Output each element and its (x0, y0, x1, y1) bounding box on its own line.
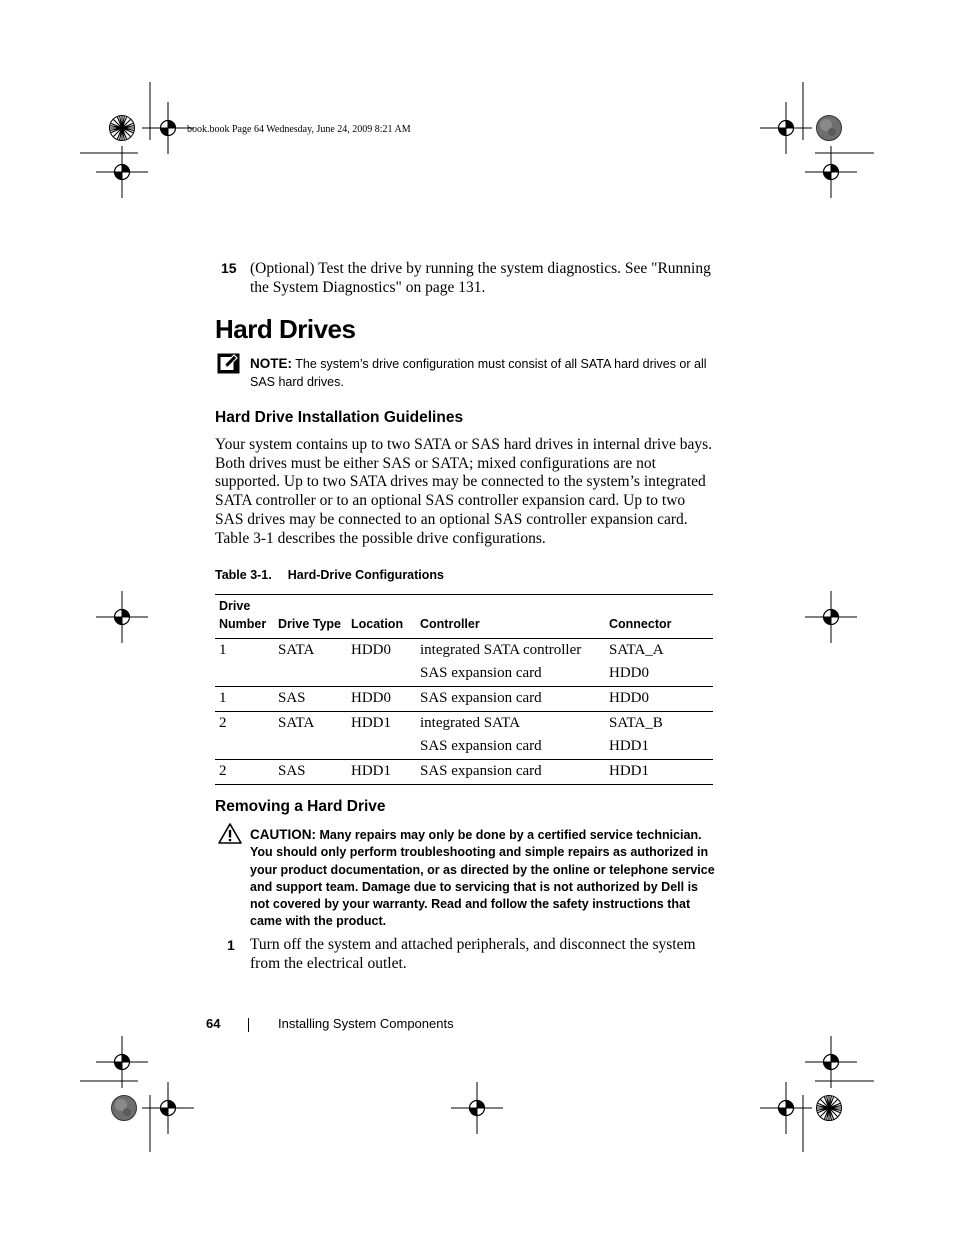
col-header-drive-type: Drive Type (274, 595, 347, 639)
cell-controller: integrated SATA (420, 715, 521, 731)
note-text: The system’s drive configuration must consist of all SATA hard drives or all SAS hard drives. (250, 357, 707, 389)
body-paragraph: Your system contains up to two SATA or SAS hard drives in internal drive bays. Both drives must be either SAS or SATA; mixed configurations are not supported. Up to two SATA drives may be connected to the system’s integrated SATA controller or to an optional SAS controller expansion card. Up to two SAS drives may be connected to an optional SAS controller expansion card. Table 3-1 describes the possible drive configurations. (215, 436, 713, 547)
table-row (215, 733, 713, 760)
cell-connector: HDD0 (605, 687, 713, 712)
cell-drive: 2 (215, 760, 274, 785)
table-caption (215, 568, 444, 582)
col-header-connector: Connector (605, 595, 713, 639)
cell-connector: HDD0 (605, 660, 713, 687)
table-row (215, 712, 713, 734)
cell-controller: SAS expansion card (416, 760, 605, 785)
table-caption-title: Hard-Drive Configurations (287, 568, 444, 582)
caution-label: CAUTION: (250, 827, 316, 842)
note-block (250, 355, 720, 391)
cell-drive: 1 (219, 642, 227, 658)
caution-block (250, 826, 720, 931)
cell-location: HDD0 (351, 642, 391, 658)
cell-controller: SAS expansion card (416, 733, 605, 760)
footer-separator (248, 1018, 249, 1032)
cell-connector: SATA_A (609, 642, 664, 658)
caution-triangle-icon (218, 823, 242, 844)
col-header-location: Location (347, 595, 416, 639)
cell-location: HDD0 (347, 687, 416, 712)
step-text: Turn off the system and attached peripherals, and disconnect the system from the electrical outlet. (250, 936, 696, 972)
cell-connector: HDD1 (605, 733, 713, 760)
table-row (215, 660, 713, 687)
cell-type: SAS (274, 760, 347, 785)
cell-drive: 1 (215, 687, 274, 712)
footer-chapter-title: Installing System Components (278, 1016, 454, 1031)
caution-text: Many repairs may only be done by a certified service technician. You should only perform troubleshooting and simple repairs as authorized in your product documentation, or as directed by the online or telephone service and support team. Damage due to servicing that is not authorized by Dell is not covered by your warranty. Read and follow the safety instructions that came with the product. (250, 828, 715, 929)
step-number: 1 (227, 937, 235, 953)
table-caption-number: Table 3-1. (215, 568, 272, 582)
cell-location: HDD1 (347, 760, 416, 785)
col-header-drive-number: Drive Number (215, 595, 274, 639)
cell-connector: HDD1 (605, 760, 713, 785)
table-row (215, 760, 713, 785)
cell-controller: SAS expansion card (416, 660, 605, 687)
cell-type (274, 660, 347, 687)
cell-controller: SAS expansion card (416, 687, 605, 712)
page-title: Hard Drives (215, 314, 356, 344)
subsection-title-guidelines: Hard Drive Installation Guidelines (215, 409, 464, 426)
cell-location (347, 660, 416, 687)
page-number: 64 (206, 1016, 221, 1031)
cell-type: SATA (278, 642, 315, 658)
step-text: (Optional) Test the drive by running the system diagnostics. See "Running the System Diagnostics" on page 131. (250, 260, 711, 296)
cell-drive (215, 660, 274, 687)
table-header-row (215, 595, 713, 639)
cell-type: SAS (274, 687, 347, 712)
step-number: 15 (221, 260, 237, 276)
cell-location: HDD1 (351, 715, 391, 731)
note-pencil-icon (217, 353, 241, 375)
cell-location (347, 733, 416, 760)
cell-drive (215, 733, 274, 760)
table-row (215, 687, 713, 712)
subsection-title-removing: Removing a Hard Drive (215, 798, 386, 815)
note-label: NOTE: (250, 356, 292, 371)
cell-drive: 2 (219, 715, 227, 731)
cell-type: SATA (278, 715, 315, 731)
file-header-line: book.book Page 64 Wednesday, June 24, 2009 8:21 AM (187, 124, 411, 135)
cell-controller: integrated SATA controller (420, 642, 582, 658)
drive-config-table (215, 594, 713, 785)
col-header-controller: Controller (416, 595, 605, 639)
table-row (215, 639, 713, 661)
cell-type (274, 733, 347, 760)
cell-connector: SATA_B (609, 715, 663, 731)
